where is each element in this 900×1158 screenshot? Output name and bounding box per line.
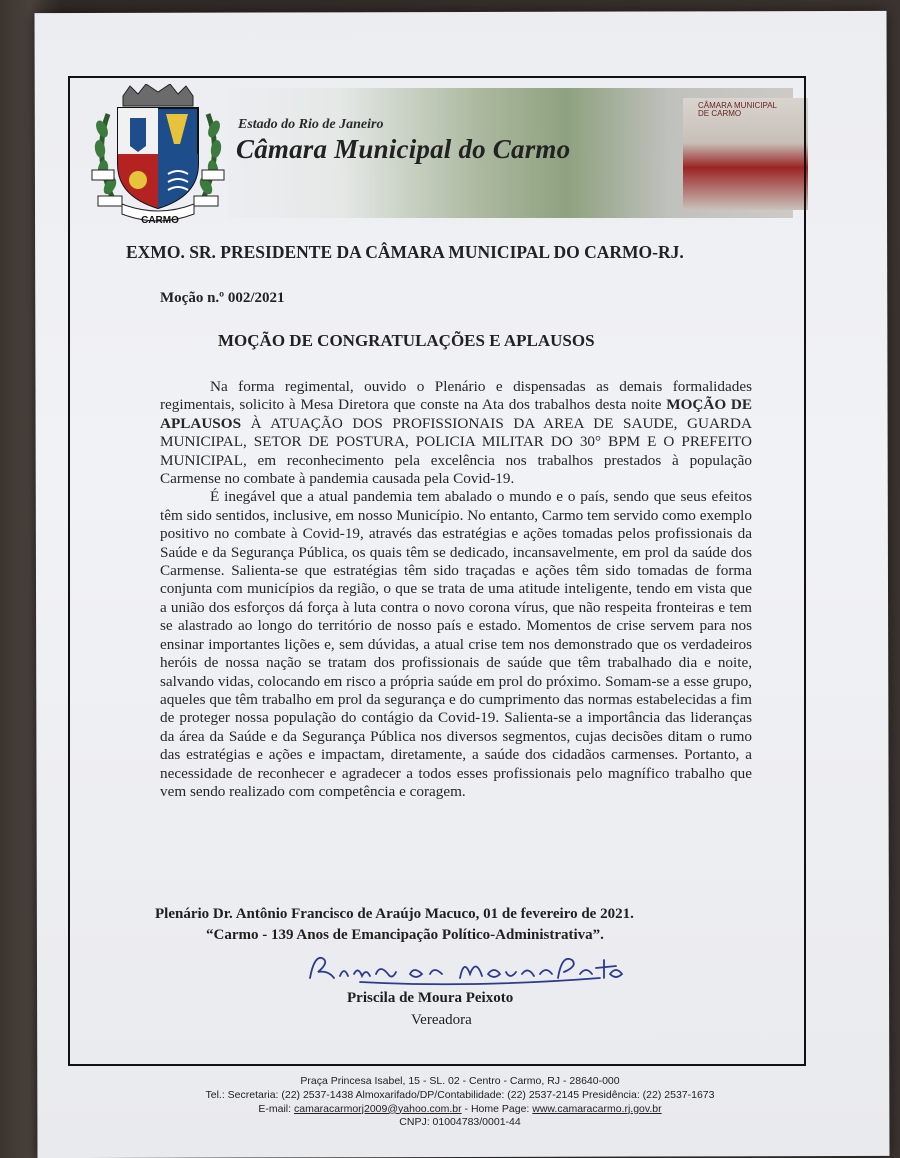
signer-name: Priscila de Moura Peixoto [347,990,514,1006]
motion-number: Moção n.º 002/2021 [160,290,285,306]
motion-title: MOÇÃO DE CONGRATULAÇÕES E APLAUSOS [218,331,595,350]
addressee: EXMO. SR. PRESIDENTE DA CÂMARA MUNICIPAL DO CARMO-RJ. [126,242,684,262]
crest-label: CARMO [141,215,179,226]
footer-cnpj: CNPJ: 01004783/0001-44 [399,1116,521,1129]
paragraph-1 [160,378,752,488]
footer-address: Praça Princesa Isabel, 15 - SL. 02 - Centro - Carmo, RJ - 28640-000 [300,1075,620,1087]
council-name: Câmara Municipal do Carmo [236,134,571,164]
paragraph-2: É inegável que a atual pandemia tem abalado o mundo e o país, sendo que seus efeitos têm sido sentidos, inclusive, em nosso Município. No entanto, Carmo tem servido como exemplo positivo no combate à Covid-19, através das estratégias e ações tomadas pelos profissionais da Saúde e da Segurança Pública, os quais têm se dedicado, incansavelmente, em prol da saúde dos Carmense. Salienta-se que estratégias têm sido traçadas e ações têm sido tomadas de forma conjunta com municípios da região, o que se trata de uma atitude inteligente, tendo em vista que a união dos esforços dá força à luta contra o novo corona vírus, que não respeita fronteiras e tem se alastrado ao longo do território de nosso país e estado. Momentos de crise servem para nos ensinar importantes lições e, sem dúvidas, a atual crise tem nos demonstrado que os verdadeiros heróis de nossa nação se tratam dos profissionais de saúde que têm trabalhado dia e noite, salvando vidas, colocando em risco a própria saúde em prol do próximo. Somam-se a esse grupo, aqueles que têm trabalho em prol da segurança e do cumprimento das normas estabelecidas a fim de proteger nossa população do contágio da Covid-19. Salienta-se a importância das lideranças da área da Saúde e da Segurança Pública nos diversos segmentos, cujas decisões ditam o rumo das estratégias e ações e impactam, diretamente, a saúde dos cidadãos carmenses. Portanto, a necessidade de reconhecer e agradecer a todos esses profissionais pelo magnífico trabalho que vem sendo realizado com competência e coragem. [160,488,752,800]
homepage-label: - Home Page: [461,1102,533,1115]
paragraph-1-bold: MOÇÃO DE APLAUSOS [160,396,753,432]
homepage-link[interactable]: www.camaracarmo.rj.gov.br [532,1102,662,1115]
plenary-date-line: Plenário Dr. Antônio Francisco de Araújo Macuco, 01 de fevereiro de 2021. [155,906,634,922]
state-name: Estado do Rio de Janeiro [238,117,384,132]
footer-contact [120,1075,800,1130]
email-link[interactable]: camaracarmorj2009@yahoo.com.br [293,1102,462,1115]
paragraph-1-rest: À ATUAÇÃO DOS PROFISSIONAIS DA AREA DE SAUDE, GUARDA MUNICIPAL, SETOR DE POSTURA, POLICIA MILITAR DO 30° BPM E O PREFEITO MUNICIPAL, em reconhecimento pela excelência nos trabalhos prestados à população Carmense no combate à pandemia causada pela Covid-19. [160,414,752,488]
motion-body [160,378,752,801]
paragraph-1-intro: Na forma regimental, ouvido o Plenário e dispensadas as demais formalidades regimentais, solicito à Mesa Diretora que conste na Ata dos trabalhos desta noite [160,378,752,414]
building-sign: CÂMARA MUNICIPAL DE CARMO [698,101,777,118]
anniversary-motto: “Carmo - 139 Anos de Emancipação Político-Administrativa”. [206,927,604,943]
handwritten-signature [300,948,630,990]
email-label: E-mail: [258,1102,294,1115]
footer-phones: Tel.: Secretaria: (22) 2537-1438 Almoxarifado/DP/Contabilidade: (22) 2537-2145 Presidência: (22) 2537-1673 [205,1088,715,1101]
signer-role: Vereadora [411,1012,472,1028]
footer-email-line [120,1103,800,1117]
